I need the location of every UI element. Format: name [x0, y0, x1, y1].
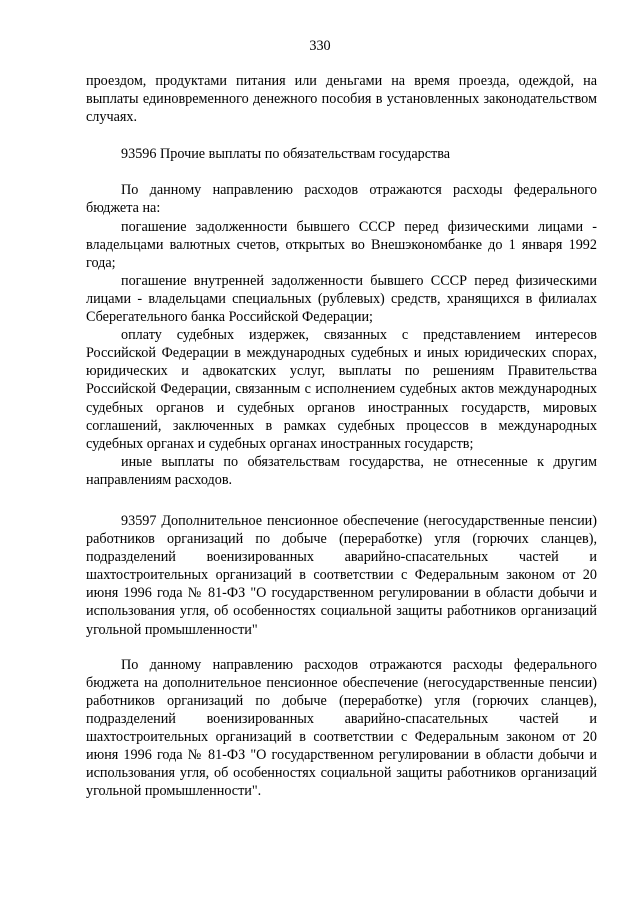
- paragraph-item-other-payments: иные выплаты по обязательствам государства, не отнесенные к другим направлениям расходов.: [86, 453, 597, 488]
- paragraph-item-foreign-currency-accounts: погашение задолженности бывшего СССР перед физическими лицами - владельцами валютных счетов, открытых во Внешэкономбанке до 1 января 1992 года;: [86, 218, 597, 271]
- paragraph-continuation: проездом, продуктами питания или деньгами на время проезда, одеждой, на выплаты единовременного денежного пособия в установленных законодательством случаях.: [86, 73, 597, 126]
- paragraph-intro-93596: По данному направлению расходов отражаются расходы федерального бюджета на:: [86, 182, 597, 217]
- page-number: 330: [309, 38, 331, 54]
- document-body: [86, 72, 597, 800]
- paragraph-description-93597: По данному направлению расходов отражаются расходы федерального бюджета на дополнительное пенсионное обеспечение (негосударственные пенсии) работников организаций по добыче (переработке) угля (горючих сланцев), подразделений военизированных аварийно-спасательных частей и шахтостроительных организаций в соответствии с Федеральным законом от 20 июня 1996 года № 81-ФЗ "О государственном регулировании в области добычи и использования угля, об особенностях социальной защиты работников организаций угольной промышленности".: [86, 656, 597, 800]
- paragraph-item-internal-debt: погашение внутренней задолженности бывшего СССР перед физическими лицами - владельцами специальных (рублевых) средств, хранящихся в филиалах Сберегательного банка Российской Федерации;: [86, 272, 597, 326]
- section-heading-93597: 93597 Дополнительное пенсионное обеспечение (негосударственные пенсии) работников организаций по добыче (переработке) угля (горючих сланцев), подразделений военизированных аварийно-спасательных частей и шахтостроительных организаций в соответствии с Федеральным законом от 20 июня 1996 года № 81-ФЗ "О государственном регулировании в области добычи и использования угля, об особенностях социальной защиты работников организаций угольной промышленности": [86, 512, 597, 638]
- section-heading-93596: 93596 Прочие выплаты по обязательствам государства: [121, 146, 451, 163]
- paragraph-item-court-costs: оплату судебных издержек, связанных с представлением интересов Российской Федерации в международных судебных и иных юридических спорах, юридических и адвокатских услуг, выплаты по решениям Правительства Российской Федерации, связанным с исполнением судебных актов международных судебных органов и судебных органов иностранных государств, мировых соглашений, заключенных в рамках судебных процессов в международных судебных органах и судебных органах иностранных государств;: [86, 327, 597, 452]
